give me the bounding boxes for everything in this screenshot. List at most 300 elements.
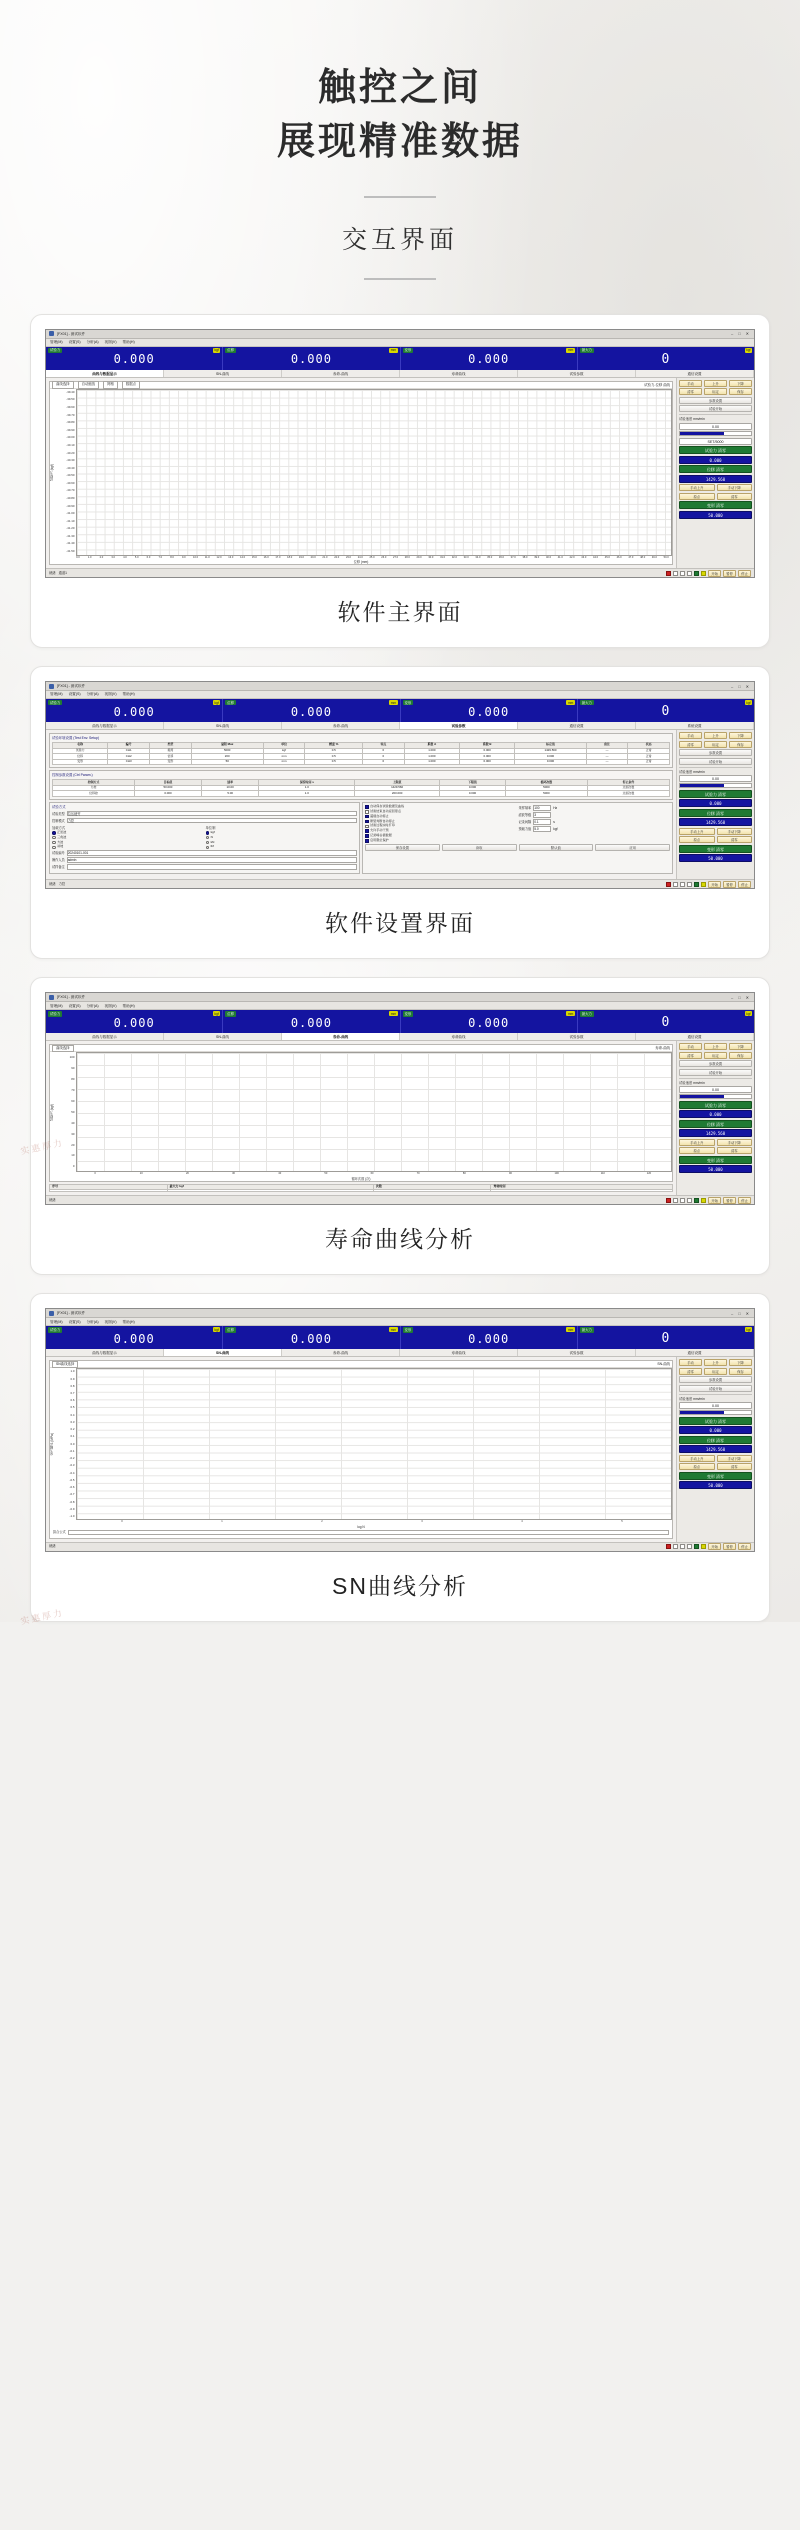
sn-fit-field[interactable] [50,1529,672,1537]
window-controls[interactable] [731,995,751,1000]
zoom-icon[interactable] [673,1198,678,1203]
menu-item-help[interactable]: 帮助(H) [122,692,135,697]
radio-sine[interactable] [52,831,204,835]
chart-toolbar-sn[interactable] [50,1361,672,1368]
sidebar-row-zero[interactable] [679,741,752,748]
numeric-field-input[interactable]: 100 [533,805,551,811]
sidebar-row-manual[interactable] [679,1359,752,1366]
btn-up[interactable]: 上升 [704,732,727,739]
field-ctrl-mode[interactable] [52,818,357,824]
btn-status-pause[interactable]: 暂停 [723,570,736,577]
radio-triangle[interactable] [52,836,204,840]
minimize-icon[interactable]: – [730,683,734,689]
table-cell[interactable]: 0.000 [135,791,202,797]
btn-clear[interactable]: 清零 [717,493,753,500]
table-cell[interactable]: 0.5 [305,754,363,760]
btn-manual[interactable]: 手动 [679,1043,702,1050]
table-cell[interactable]: 0.000 [459,748,514,754]
radio-ramp[interactable] [52,845,204,849]
table-cell[interactable]: — [586,759,628,765]
curve-select-dropdown[interactable]: 曲线选择 [52,381,74,389]
menu-item-help[interactable]: 帮助(H) [122,1319,135,1324]
tabbar-sn[interactable] [46,1349,754,1357]
flag-icon[interactable] [701,1544,706,1549]
menu-item-settings[interactable]: 设置(S) [68,340,81,345]
table-cell[interactable]: 位移控 [53,791,135,797]
field-test-type-input[interactable]: 拉压疲劳 [67,811,357,817]
btn-down[interactable]: 下降 [729,1359,752,1366]
btn-status-stop[interactable]: 停止 [738,1543,751,1550]
btn-apply-settings[interactable]: 应用 [595,844,670,851]
numeric-field[interactable] [519,826,671,832]
tab-test-params[interactable]: 试验参数 [518,1349,636,1356]
checkbox-icon[interactable] [365,825,369,829]
btn-status-stop[interactable]: 停止 [738,881,751,888]
sidebar-row-zero[interactable] [679,1052,752,1059]
progress-bar[interactable] [679,1094,752,1099]
checkbox-row[interactable] [365,815,517,819]
sidebar-row-bottom-1[interactable] [679,484,752,491]
table-cell[interactable]: 试验力 [53,748,108,754]
btn-load-settings[interactable]: 读取 [442,844,517,851]
btn-origin[interactable]: 原点 [679,1463,715,1470]
chart-toolbar-life[interactable] [50,1045,672,1052]
btn-param-settings[interactable]: 参数设置 [679,1060,752,1067]
radio-icon[interactable] [52,841,56,845]
table-cell[interactable]: 5000 [505,791,587,797]
value-speed[interactable]: 0.00 [679,1402,752,1409]
tab-sn-curve[interactable]: SN-曲线 [164,1349,282,1356]
btn-manual-down[interactable]: 手动下降 [717,828,753,835]
table-cell[interactable]: 正常 [628,759,670,765]
numeric-field-input[interactable]: 5.0 [533,826,551,832]
wave-icon[interactable] [666,882,671,887]
btn-test-start[interactable]: 试验开始 [679,405,752,412]
window-controls[interactable] [731,331,751,336]
print-icon[interactable] [687,1544,692,1549]
grid-toggle[interactable]: 网格 [103,381,118,389]
menubar-settings[interactable] [46,691,754,699]
btn-status-start[interactable]: 开始 [708,570,721,577]
status-icons[interactable] [666,1197,751,1204]
checkbox-icon[interactable] [365,820,369,824]
value-count[interactable]: SET/5000 [679,438,752,445]
btn-status-pause[interactable]: 暂停 [723,1543,736,1550]
btn-status-stop[interactable]: 停止 [738,570,751,577]
table-cell[interactable]: 0.000 [459,759,514,765]
wave-icon[interactable] [666,1198,671,1203]
table-cell[interactable]: 5000 [505,785,587,791]
close-icon[interactable]: ✕ [745,1310,749,1316]
radio-kgf[interactable] [206,831,358,835]
field-test-id-input[interactable]: 20240101-001 [67,850,357,856]
table-row[interactable] [53,759,670,765]
btn-save[interactable]: 保存 [729,741,752,748]
numeric-field[interactable] [519,805,671,811]
tab-life-curve[interactable]: 寿命-曲线 [282,1033,400,1040]
settings-action-row[interactable] [365,844,670,851]
tab-life-curve[interactable]: 寿命-曲线 [282,370,400,377]
table-cell[interactable]: mm [263,754,305,760]
btn-deform-zero[interactable]: 变形 清零 [679,501,752,509]
sidebar-row-zero[interactable] [679,388,752,395]
btn-clear[interactable]: 清零 [717,1463,753,1470]
btn-zero[interactable]: 清零 [679,741,702,748]
menu-item-view[interactable]: 视图(V) [104,692,117,697]
menu-item-view[interactable]: 视图(V) [104,340,117,345]
menu-item-manage[interactable]: 管理(M) [50,1319,63,1324]
menu-item-manage[interactable]: 管理(M) [50,692,63,697]
table-cell[interactable]: 0 [363,754,405,760]
btn-force-zero[interactable]: 试验力 清零 [679,1417,752,1425]
table-sensors[interactable] [52,742,670,766]
btn-test-start[interactable]: 试验开始 [679,758,752,765]
menu-item-manage[interactable]: 管理(M) [50,340,63,345]
table-cell[interactable]: 50 [191,759,263,765]
table-cell[interactable]: 5000 [191,748,263,754]
plot-canvas-sn[interactable] [76,1368,672,1520]
table-cell[interactable]: 位移 [53,754,108,760]
sidebar-row-params[interactable] [679,397,752,404]
tab-sn-curve[interactable]: SN-曲线 [164,370,282,377]
status-icons[interactable] [666,1543,751,1550]
table-cell[interactable] [167,1190,373,1192]
btn-save[interactable]: 保存 [729,388,752,395]
tab-test-params[interactable]: 试验参数 [518,370,636,377]
btn-disp-zero[interactable]: 位移 清零 [679,465,752,473]
maximize-icon[interactable]: □ [738,994,741,1000]
tab-comm-settings[interactable]: 通信设置 [518,722,636,729]
table-row[interactable] [53,791,670,797]
progress-bar[interactable] [679,783,752,788]
sn-curve-selector[interactable]: SN曲线选择 [52,1361,78,1369]
menu-item-settings[interactable]: 设置(S) [68,692,81,697]
tabbar-settings[interactable] [46,722,754,730]
table-cell[interactable]: 1.0 [259,791,355,797]
btn-status-pause[interactable]: 暂停 [723,1197,736,1204]
radio-icon[interactable] [52,831,56,835]
zoom-icon[interactable] [673,571,678,576]
check-icon[interactable] [694,571,699,576]
menu-item-help[interactable]: 帮助(H) [122,340,135,345]
checkbox-icon[interactable] [365,815,369,819]
field-remark-input[interactable] [67,864,357,870]
radio-lbf[interactable] [206,845,358,849]
btn-force-zero[interactable]: 试验力 清零 [679,1101,752,1109]
table-cell[interactable]: CH2 [108,754,150,760]
field-test-type[interactable] [52,811,357,817]
table-cell[interactable]: 0.000 [440,785,506,791]
btn-manual[interactable]: 手动 [679,1359,702,1366]
save-icon[interactable] [680,1544,685,1549]
checkbox-icon[interactable] [365,839,369,843]
menu-item-view[interactable]: 视图(V) [104,1003,117,1008]
radio-icon[interactable] [52,846,56,850]
close-icon[interactable]: ✕ [745,994,749,1000]
tab-curve-data[interactable]: 曲线与数据显示 [46,1349,164,1356]
flag-icon[interactable] [701,571,706,576]
minimize-icon[interactable]: – [730,331,734,337]
table-cell[interactable]: — [586,754,628,760]
life-curve-selector[interactable]: 曲线选择 [52,1045,74,1053]
save-icon[interactable] [680,1198,685,1203]
maximize-icon[interactable]: □ [738,1310,741,1316]
value-speed[interactable]: 0.00 [679,1086,752,1093]
btn-manual-up[interactable]: 手动上升 [679,1455,715,1462]
table-cell[interactable]: 0 [363,748,405,754]
close-icon[interactable]: ✕ [745,331,749,337]
table-life-results[interactable] [49,1184,673,1193]
btn-save[interactable]: 保存 [729,1052,752,1059]
status-icons[interactable] [666,881,751,888]
menu-item-analysis[interactable]: 分析(A) [86,340,99,345]
btn-origin[interactable]: 原点 [679,1147,715,1154]
checkbox-icon[interactable] [365,834,369,838]
btn-param-settings[interactable]: 参数设置 [679,1376,752,1383]
numeric-field[interactable] [519,812,671,818]
btn-up[interactable]: 上升 [704,1043,727,1050]
menu-item-analysis[interactable]: 分析(A) [86,1003,99,1008]
table-cell[interactable]: 正常 [628,748,670,754]
btn-status-start[interactable]: 开始 [708,1543,721,1550]
table-cell[interactable]: 正常 [628,754,670,760]
table-cell[interactable]: 200.000 [355,791,440,797]
table-cell[interactable]: 5.00 [201,791,259,797]
table-cell[interactable]: 1429.560 [515,748,586,754]
tab-test-params[interactable]: 试验参数 [518,1033,636,1040]
btn-save-settings[interactable]: 保存设置 [365,844,440,851]
maximize-icon[interactable]: □ [738,331,741,337]
tab-life-curve[interactable]: 寿命-曲线 [282,1349,400,1356]
checkbox-row[interactable] [365,839,517,843]
checkbox-icon[interactable] [365,829,369,833]
btn-origin[interactable]: 原点 [679,493,715,500]
autoscale-button[interactable]: 自动缩放 [78,381,100,389]
btn-clear[interactable]: 清零 [717,1147,753,1154]
numeric-field-input[interactable]: 0.1 [533,819,551,825]
btn-status-stop[interactable]: 停止 [738,1197,751,1204]
tabbar-main[interactable] [46,370,754,378]
flag-icon[interactable] [701,1198,706,1203]
numeric-field-input[interactable]: 3 [533,812,551,818]
btn-calibrate[interactable]: 标定 [704,1368,727,1375]
tab-life-curve-2[interactable]: 寿命曲线 [400,370,518,377]
btn-clear[interactable]: 清零 [717,836,753,843]
menu-item-settings[interactable]: 设置(S) [68,1319,81,1324]
field-test-id[interactable] [52,850,357,856]
field-remark[interactable] [52,864,357,870]
save-icon[interactable] [680,882,685,887]
menubar[interactable] [46,339,754,347]
btn-param-settings[interactable]: 参数设置 [679,749,752,756]
menu-item-view[interactable]: 视图(V) [104,1319,117,1324]
btn-up[interactable]: 上升 [704,1359,727,1366]
table-cell[interactable]: 1.0 [259,785,355,791]
tab-test-params[interactable]: 试验参数 [400,722,518,729]
btn-status-start[interactable]: 开始 [708,1197,721,1204]
table-cell[interactable]: 0 [363,759,405,765]
table-cell[interactable]: 0.5 [305,748,363,754]
table-cell[interactable]: 变形 [53,759,108,765]
sidebar-row-bottom-1[interactable] [679,1455,752,1462]
tab-comm-settings[interactable]: 通信设置 [636,1349,754,1356]
check-icon[interactable] [694,882,699,887]
table-cell[interactable]: 0.000 [440,791,506,797]
btn-disp-zero[interactable]: 位移 清零 [679,1120,752,1128]
menu-item-analysis[interactable]: 分析(A) [86,692,99,697]
tab-system-settings[interactable]: 系统设置 [636,722,754,729]
radio-icon[interactable] [206,841,210,845]
table-cell[interactable]: — [586,748,628,754]
btn-calibrate[interactable]: 标定 [704,1052,727,1059]
print-icon[interactable] [687,882,692,887]
wave-icon[interactable] [666,1544,671,1549]
sidebar-row-manual[interactable] [679,380,752,387]
table-cell[interactable]: 0.5 [305,759,363,765]
table-cell[interactable]: 0.000 [515,759,586,765]
progress-bar[interactable] [679,431,752,436]
radio-icon[interactable] [52,836,56,840]
btn-zero[interactable]: 清零 [679,1368,702,1375]
table-cell[interactable]: 载荷 [150,748,192,754]
btn-status-start[interactable]: 开始 [708,881,721,888]
menu-item-settings[interactable]: 设置(S) [68,1003,81,1008]
tab-sn-curve[interactable]: SN-曲线 [164,722,282,729]
field-ctrl-mode-input[interactable]: 力控 [67,818,357,824]
table-cell[interactable]: 1.000 [404,759,459,765]
table-cell[interactable]: CH3 [108,759,150,765]
save-icon[interactable] [680,571,685,576]
table-cell[interactable] [50,1190,168,1192]
sidebar-row-bottom-2[interactable] [679,1147,752,1154]
sidebar-row-bottom-2[interactable] [679,1463,752,1470]
radio-kn[interactable] [206,841,358,845]
btn-manual[interactable]: 手动 [679,732,702,739]
menu-item-manage[interactable]: 管理(M) [50,1003,63,1008]
btn-zero[interactable]: 清零 [679,388,702,395]
radio-icon[interactable] [206,831,210,835]
radio-square[interactable] [52,841,204,845]
field-operator-input[interactable]: admin [67,857,357,863]
radio-icon[interactable] [206,846,210,850]
menubar-sn[interactable] [46,1318,754,1326]
table-cell[interactable]: 50.000 [135,785,202,791]
btn-down[interactable]: 下降 [729,380,752,387]
print-icon[interactable] [687,1198,692,1203]
tabbar-life[interactable] [46,1033,754,1041]
value-speed[interactable]: 0.00 [679,775,752,782]
sidebar-row-bottom-2[interactable] [679,493,752,500]
btn-origin[interactable]: 原点 [679,836,715,843]
checkbox-icon[interactable] [365,810,369,814]
value-speed[interactable]: 0.00 [679,423,752,430]
check-icon[interactable] [694,1544,699,1549]
table-cell[interactable]: 0.000 [515,754,586,760]
tab-life-curve[interactable]: 寿命-曲线 [282,722,400,729]
table-cell[interactable]: 200 [191,754,263,760]
btn-disp-zero[interactable]: 位移 清零 [679,809,752,817]
wave-icon[interactable] [666,571,671,576]
btn-deform-zero[interactable]: 变形 清零 [679,845,752,853]
menu-item-help[interactable]: 帮助(H) [122,1003,135,1008]
btn-force-zero[interactable]: 试验力 清零 [679,446,752,454]
table-cell[interactable]: 1.000 [404,754,459,760]
sn-fit-input[interactable] [68,1530,669,1536]
btn-up[interactable]: 上升 [704,380,727,387]
menu-item-analysis[interactable]: 分析(A) [86,1319,99,1324]
sidebar-row-manual[interactable] [679,1043,752,1050]
window-controls[interactable] [731,1311,751,1316]
table-cell[interactable] [491,1190,673,1192]
table-cell[interactable]: 1.000 [404,748,459,754]
sidebar-row-bottom-1[interactable] [679,1139,752,1146]
sidebar-row-manual[interactable] [679,732,752,739]
btn-calibrate[interactable]: 标定 [704,388,727,395]
table-row[interactable] [50,1190,673,1192]
chart-toolbar[interactable] [50,382,672,389]
zoom-icon[interactable] [673,1544,678,1549]
btn-save[interactable]: 保存 [729,1368,752,1375]
plot-canvas[interactable] [76,389,672,556]
zoom-icon[interactable] [673,882,678,887]
sidebar-row-zero[interactable] [679,1368,752,1375]
btn-manual-up[interactable]: 手动上升 [679,828,715,835]
table-cell[interactable]: CH1 [108,748,150,754]
status-icons[interactable] [666,570,751,577]
table-cell[interactable]: 力控 [53,785,135,791]
btn-test-start[interactable]: 试验开始 [679,1069,752,1076]
maximize-icon[interactable]: □ [738,683,741,689]
btn-param-settings[interactable]: 参数设置 [679,397,752,404]
tab-curve-data[interactable]: 曲线与数据显示 [46,370,164,377]
table-cell[interactable]: 0.000 [459,754,514,760]
table-cell[interactable]: 达到次数 [587,785,669,791]
tab-life-curve-2[interactable]: 寿命曲线 [400,1033,518,1040]
tab-sn-curve[interactable]: SN-曲线 [164,1033,282,1040]
tab-curve-data[interactable]: 曲线与数据显示 [46,722,164,729]
btn-disp-zero[interactable]: 位移 清零 [679,1436,752,1444]
table-cell[interactable]: mm [263,759,305,765]
btn-manual[interactable]: 手动 [679,380,702,387]
btn-deform-zero[interactable]: 变形 清零 [679,1472,752,1480]
btn-manual-down[interactable]: 手动下降 [717,1139,753,1146]
table-cell[interactable]: 1429.560 [355,785,440,791]
print-icon[interactable] [687,571,692,576]
btn-default-settings[interactable]: 默认值 [519,844,594,851]
tab-comm-settings[interactable]: 通信设置 [636,370,754,377]
field-operator[interactable] [52,857,357,863]
check-icon[interactable] [694,1198,699,1203]
menubar-life[interactable] [46,1002,754,1010]
window-controls[interactable] [731,684,751,689]
btn-status-pause[interactable]: 暂停 [723,881,736,888]
radio-n[interactable] [206,836,358,840]
table-cell[interactable]: 10.00 [201,785,259,791]
table-cell[interactable]: 位移 [150,754,192,760]
numeric-field[interactable] [519,819,671,825]
sidebar-row-bottom-2[interactable] [679,836,752,843]
btn-down[interactable]: 下降 [729,732,752,739]
table-cell[interactable] [373,1190,491,1192]
radio-icon[interactable] [206,836,210,840]
btn-test-start[interactable]: 试验开始 [679,1385,752,1392]
minimize-icon[interactable]: – [730,994,734,1000]
table-ctrl[interactable] [52,779,670,797]
progress-bar[interactable] [679,1410,752,1415]
btn-deform-zero[interactable]: 变形 清零 [679,1156,752,1164]
btn-calibrate[interactable]: 标定 [704,741,727,748]
table-cell[interactable]: 变形 [150,759,192,765]
